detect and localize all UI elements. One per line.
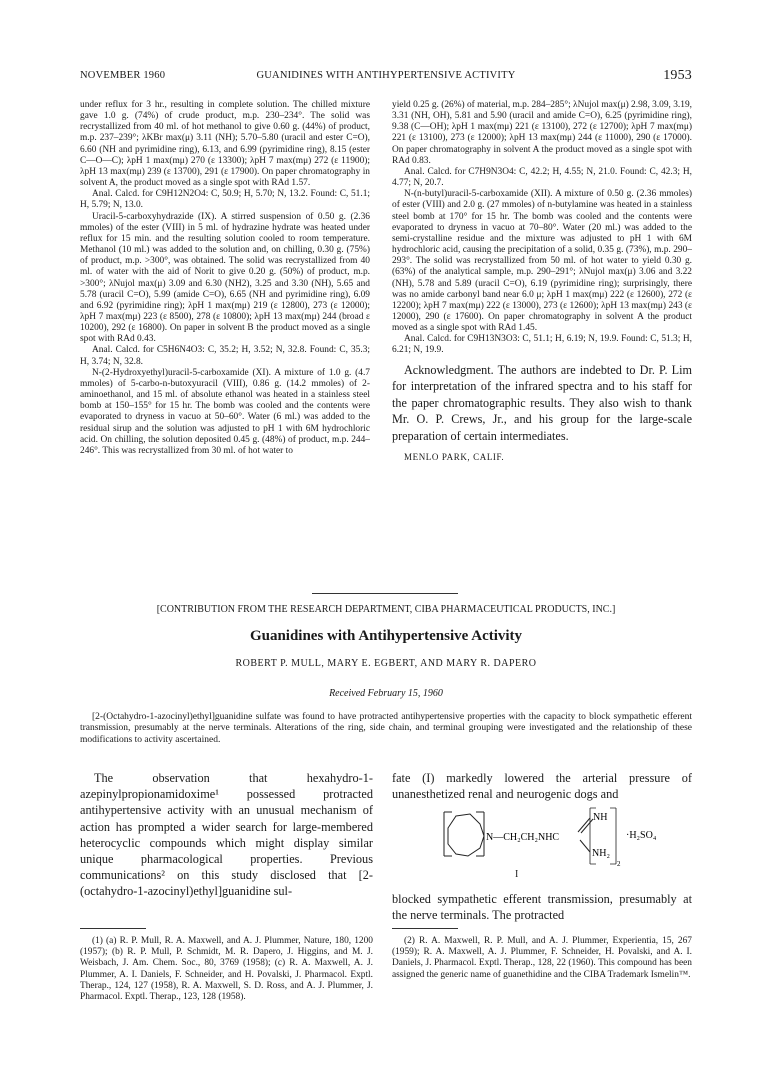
paragraph: Anal. Calcd. for C5H6N4O3: C, 35.2; H, 3.52; N, 32.8. Found: C, 35.3; H, 3.74; N, 32.8. [80,345,370,367]
paragraph: Anal. Calcd. for C9H13N3O3: C, 51.1; H, 6.19; N, 19.9. Found: C, 51.3; H, 6.21; N, 19.9. [392,334,692,356]
abstract: [2-(Octahydro-1-azocinyl)ethyl]guanidine sulfate was found to have protracted antihypertensive properties with the capacity to block sympathetic efferent transmission, presumably at the nerve terminals. Alterations of the ring, side chain, and terminal grouping were investigated and the relationship of these modifications to activity ascertained. [80,712,692,745]
header-date: NOVEMBER 1960 [80,70,166,81]
paragraph: N-(2-Hydroxyethyl)uracil-5-carboxamide (XI). A mixture of 1.0 g. (4.7 mmoles) of 5-carbo-n-butoxyuracil (VIII), 0.86 g. (14.2 mmoles) of 2-aminoethanol, and 15 ml. of absolute ethanol was heated in a stainless steel bomb at 150–155° for 15 hr. The bomb was cooled and the contents were evaporated to dryness in vacuo at 50–60°. Water (6 ml.) was added to the residual sirup and the solution was adjusted to pH 1 with 6M hydrochloric acid. On chilling, the solution deposited 0.45 g. (48%) of product, m.p. 244–246°. This was recrystallized from 30 ml. of hot water to [80,367,370,456]
paragraph: blocked sympathetic efferent transmission, presumably at the nerve terminals. The protracted [392,892,692,923]
paragraph: Uracil-5-carboxyhydrazide (IX). A stirred suspension of 0.50 g. (2.36 mmoles) of the ester (VIII) in 5 ml. of hydrazine hydrate was heated under reflux for 15 min. and the resulting solution cooled to room temperature. Methanol (10 ml.) was added to the solution and, on chilling, 0.30 g. (75%) of product, m.p. >300°, was obtained. The solid was recrystallized from 40 ml. of water with the aid of Norit to give 0.20 g. (50%) of product, m.p. >300°; λNujol max(μ) 3.09 and 6.30 (NH2), 3.25 and 3.30 (NH), 5.65 and 5.78 (uracil C=O), 5.99 (amide C=O), 6.65 (NH and pyrimidine ring), 6.09 and 6.92 (pyrimidine ring); λpH 1 max(mμ) 219 (ε 12800), 273 (ε 12000); λpH 7 max(mμ) 223 (ε 8500), 278 (ε 10800); λpH 13 max(mμ) 244 (broad ε 10200), 292 (ε 16800). On paper in solvent B the product moved as a single spot with RAd 0.43. [80,211,370,345]
section-divider [312,593,458,594]
paragraph: Anal. Calcd. for C9H12N2O4: C, 50.9; H, 5.70; N, 13.2. Found: C, 51.1; H, 5.79; N, 13.0. [80,189,370,211]
article-authors: ROBERT P. MULL, MARY E. EGBERT, AND MARY R. DAPERO [235,658,537,669]
footnote-1: (1) (a) R. P. Mull, R. A. Maxwell, and A. J. Plummer, Nature, 180, 1200 (1957); (b) R. P. Mull, P. Schmidt, M. R. Dapero, J. Higgins, and M. J. Weisbach, J. Am. Chem. Soc., 80, 3769 (1958); (c) R. A. Maxwell, A. J. Plummer, A. I. Daniels, F. Schneider, and H. Povalski, J. Pharmacol. Exptl. Therap., 124, 127 (1958), R. A. Maxwell, S. D. Ross, and A. J. Plummer, J. Pharmacol. Exptl. Therap., 123, 128 (1958). [80,936,373,1003]
running-title: GUANIDINES WITH ANTIHYPERTENSIVE ACTIVITY [256,70,516,81]
paragraph: yield 0.25 g. (26%) of material, m.p. 284–285°; λNujol max(μ) 2.98, 3.09, 3.19, 3.31 (NH, OH), 5.81 and 5.90 (uracil and amide C=O), 6.25 (pyrimidine ring), 9.38 (C—OH); λpH 1 max(mμ) 221 (ε 13100), 272 (ε 12700); λpH 7 max(mμ) 221 (ε 13100), 273 (ε 12000); λpH 13 max(mμ) 244 (ε 11000), 290 (ε 17000). On paper chromatography in solvent A the product moved as a single spot with RAd 0.83. [392,100,692,166]
footnote-rule-right [392,928,458,929]
imine-nh-text: NH [593,812,608,823]
previous-article-right-column [392,100,692,463]
contribution-line: [CONTRIBUTION FROM THE RESEARCH DEPARTMENT, CIBA PHARMACEUTICAL PRODUCTS, INC.] [156,604,616,615]
previous-article-left-column [80,100,370,457]
paragraph: Anal. Calcd. for C7H9N3O4: C, 42.2; H, 4.55; N, 21.0. Found: C, 42.3; H, 4.77; N, 20.7. [392,166,692,189]
amine-nh2-text: NH₂ [592,848,610,859]
institution-location: MENLO PARK, CALIF. [404,452,505,463]
paragraph: fate (I) markedly lowered the arterial pressure of unanesthetized renal and neurogenic dogs and [392,771,692,802]
chemical-structure-I [440,806,670,878]
azocine-ring [448,814,484,856]
footnote-2: (2) R. A. Maxwell, R. P. Mull, and A. J. Plummer, Experientia, 15, 267 (1959); R. A. Maxwell, A. J. Plummer, F. Schneider, H. Povalski, and A. I. Daniels, J. Pharmacol. Exptl. Therap., 128, 22 (1960). This compound has been assigned the generic name of guanethidine and the CIBA Trademark Ismelin™. [392,936,692,980]
sulfate-salt-text: ·H₂SO₄ [626,830,657,841]
article-title: Guanidines with Antihypertensive Activity [249,628,523,644]
paragraph: The observation that hexahydro-1-azepinylpropionamidoxime¹ possessed protracted antihypertensive activity with an unusual mechanism of action has prompted a wider search for large-membered heterocyclic compounds which might display similar unique pharmacological properties. Previous communications² on this study disclosed that [2-(octahydro-1-azocinyl)ethyl]guanidine sul- [80,771,373,899]
body-right-column-top [392,770,692,802]
dimer-subscript: 2 [617,860,621,868]
page-header [80,70,692,86]
page-number: 1953 [663,68,692,83]
side-chain-text: N—CH₂CH₂NHC [486,832,560,843]
body-left-column [80,770,373,900]
acknowledgment: Acknowledgment. The authors are indebted to Dr. P. Lim for interpretation of the infrared spectra and to his staff for the paper chromatographic results. They also wish to thank Mr. O. P. Crews, Jr., and his group for the large-scale preparation of certain intermediates. [392,362,692,443]
body-right-column-continued [392,891,692,923]
paragraph: under reflux for 3 hr., resulting in complete solution. The chilled mixture gave 1.0 g. (74%) of crude product, m.p. 230–234°. The solid was recrystallized from 40 ml. of hot methanol to give 0.60 g. (44%) of product, m.p. 237–239°; λKBr max(μ) 3.11 (NH); 5.70–5.80 (uracil and ester C=O), 6.60 (NH and pyrimidine ring), 6.13, and 6.99 (pyrimidine ring), 8.15 (ester C—O—C); λpH 1 max(mμ) 270 (ε 13300); λpH 7 max(mμ) 272 (ε 11900); λpH 13 max(mμ) 239 (ε 13700), 291 (ε 17900). On paper chromatography in solvent A, the product moved as a single spot with RAd 1.57. [80,100,370,189]
paragraph: N-(n-butyl)uracil-5-carboxamide (XII). A mixture of 0.50 g. (2.36 mmoles) of ester (VIII) and 2.0 g. (27 mmoles) of n-butylamine was heated in a stainless steel bomb at 170° for 15 hr. The bomb was cooled and the contents were evaporated to dryness in vacuo at 70–80°. Water (20 ml.) was added to the semi-crystalline residue and the mixture was adjusted to pH 1 with 6M hydrochloric acid, causing the precipitation of a solid, 0.35 g. (73%), m.p. 290–293°. The solid was recrystallized from 50 ml. of hot water to yield 0.30 g. (63%) of the analytical sample, m.p. 290–291°; λNujol max(μ) 3.06 and 3.22 (NH), 5.78 and 5.89 (uracil C=O), 6.19 (pyrimidine ring); surprisingly, there was no amide carbonyl band near 6.0 μ; λpH 1 max(mμ) 222 (ε 12600), 272 (ε 12200); λpH 7 max(mμ) 222 (ε 13000), 273 (ε 12600); λpH 13 max(mμ) 243 (ε 12000), 290 (ε 17600). On paper chromatography in solvent A the product moved as a single spot with RAd 1.45. [392,189,692,334]
received-date: Received February 15, 1960 [329,688,443,699]
compound-label: I [515,869,519,880]
footnote-rule-left [80,928,146,929]
